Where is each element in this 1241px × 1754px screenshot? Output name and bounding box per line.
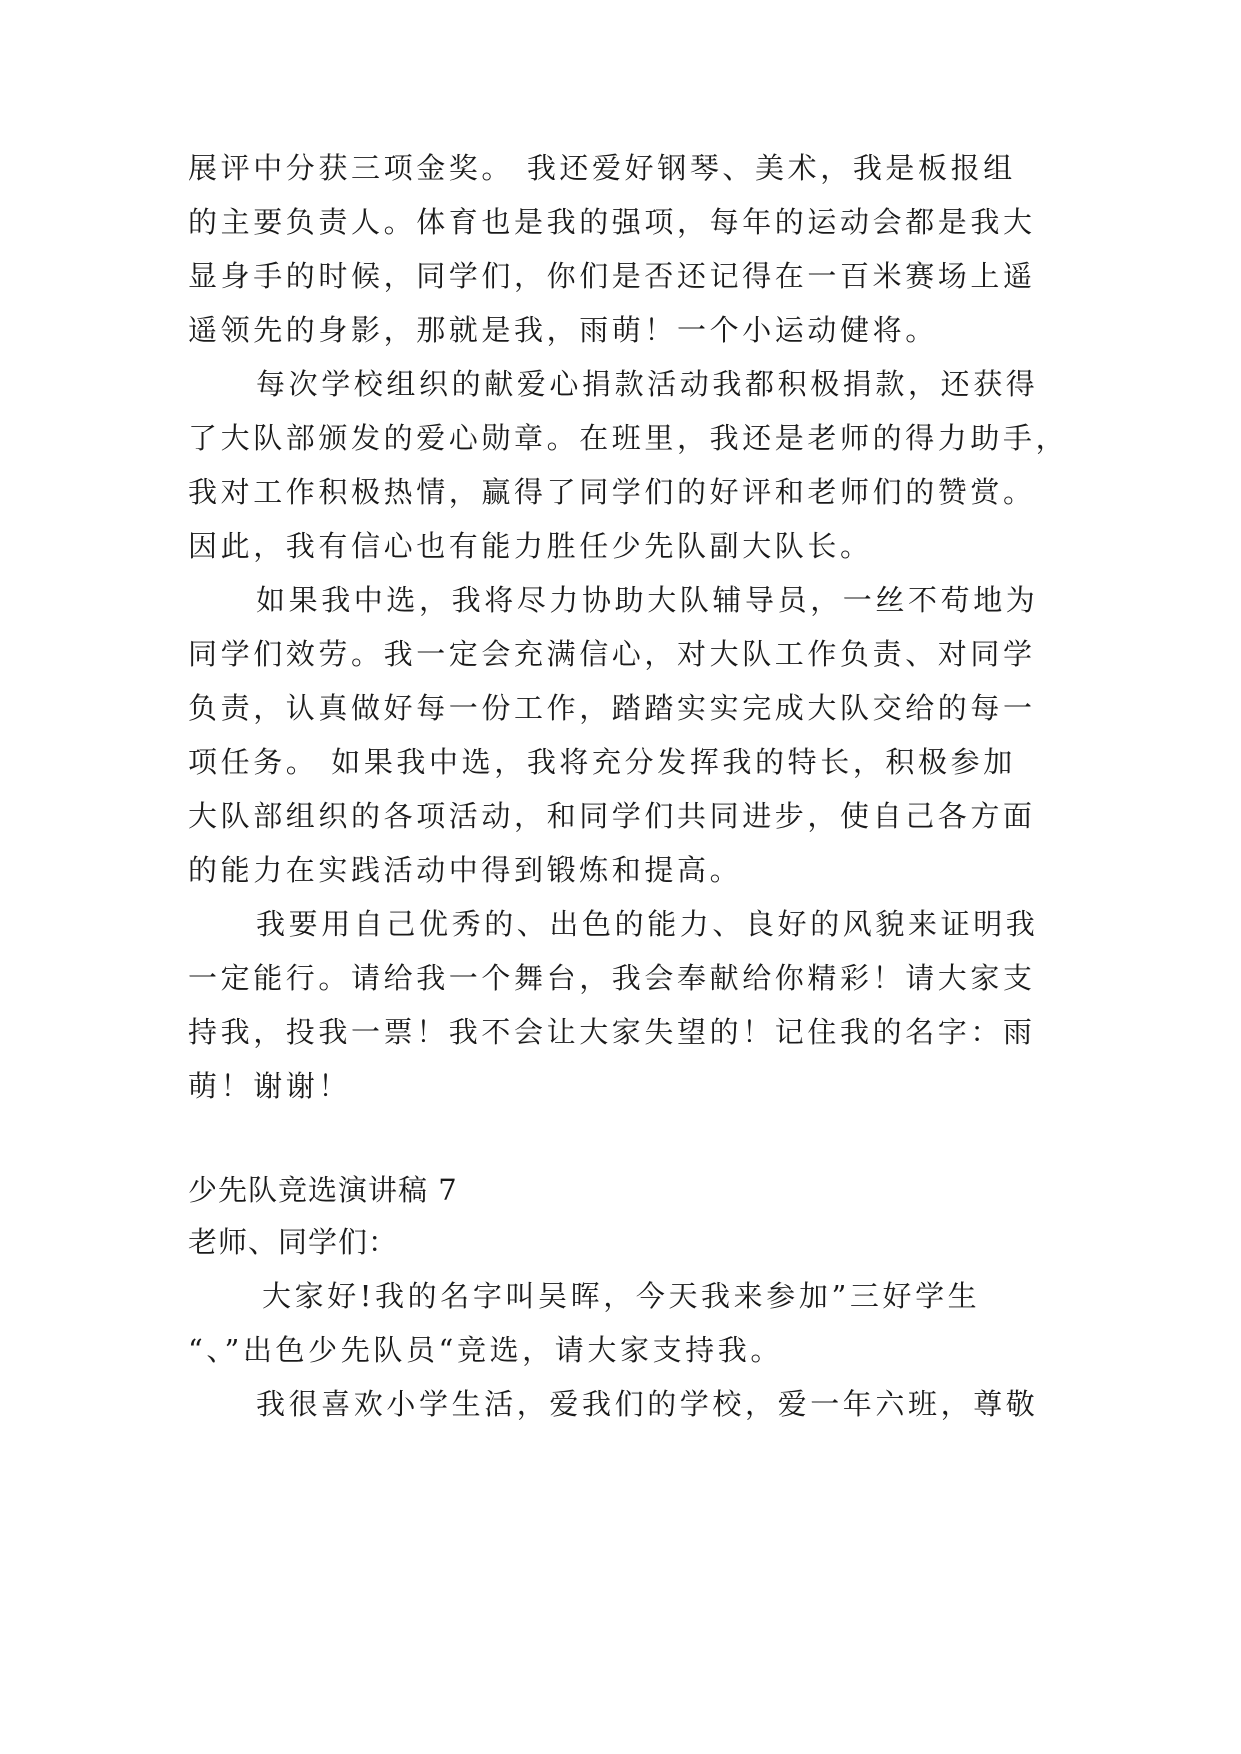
text-line: 一定能行。请给我一个舞台，我会奉献给你精彩！请大家支 bbox=[188, 961, 1036, 995]
text-line: 遥领先的身影，那就是我，雨萌！一个小运动健将。 bbox=[188, 313, 938, 347]
text-line: 同学们效劳。我一定会充满信心，对大队工作负责、对同学 bbox=[188, 637, 1036, 671]
text-line: 因此，我有信心也有能力胜任少先队副大队长。 bbox=[188, 529, 873, 563]
text-line: 萌！谢谢！ bbox=[188, 1069, 352, 1103]
text-line: 大家好!我的名字叫吴晖，今天我来参加”三好学生 bbox=[262, 1279, 981, 1313]
section-title: 少先队竞选演讲稿 7 bbox=[188, 1173, 458, 1207]
text-line: 持我，投我一票！我不会让大家失望的！记住我的名字：雨 bbox=[188, 1015, 1036, 1049]
text-line: 项任务。 如果我中选，我将充分发挥我的特长，积极参加 bbox=[188, 745, 1016, 779]
text-line: 的主要负责人。体育也是我的强项，每年的运动会都是我大 bbox=[188, 205, 1036, 239]
text-line: 如果我中选，我将尽力协助大队辅导员，一丝不苟地为 bbox=[256, 583, 1039, 617]
text-line: 显身手的时候，同学们，你们是否还记得在一百米赛场上遥 bbox=[188, 259, 1036, 293]
text-line: 负责，认真做好每一份工作，踏踏实实完成大队交给的每一 bbox=[188, 691, 1036, 725]
text-line: 我要用自己优秀的、出色的能力、良好的风貌来证明我 bbox=[256, 907, 1039, 941]
text-line: 展评中分获三项金奖。 我还爱好钢琴、美术，我是板报组 bbox=[188, 151, 1016, 185]
text-line: “、”出色少先队员“竞选，请大家支持我。 bbox=[188, 1333, 783, 1367]
text-line: 了大队部颁发的爱心勋章。在班里，我还是老师的得力助手， bbox=[188, 421, 1069, 455]
salutation: 老师、同学们： bbox=[188, 1225, 399, 1259]
text-line: 的能力在实践活动中得到锻炼和提高。 bbox=[188, 853, 743, 887]
text-line: 大队部组织的各项活动，和同学们共同进步，使自己各方面 bbox=[188, 799, 1036, 833]
text-line: 我对工作积极热情，赢得了同学们的好评和老师们的赞赏。 bbox=[188, 475, 1036, 509]
text-line: 我很喜欢小学生活，爱我们的学校，爱一年六班，尊敬 bbox=[256, 1387, 1039, 1421]
text-line: 每次学校组织的献爱心捐款活动我都积极捐款，还获得 bbox=[256, 367, 1039, 401]
